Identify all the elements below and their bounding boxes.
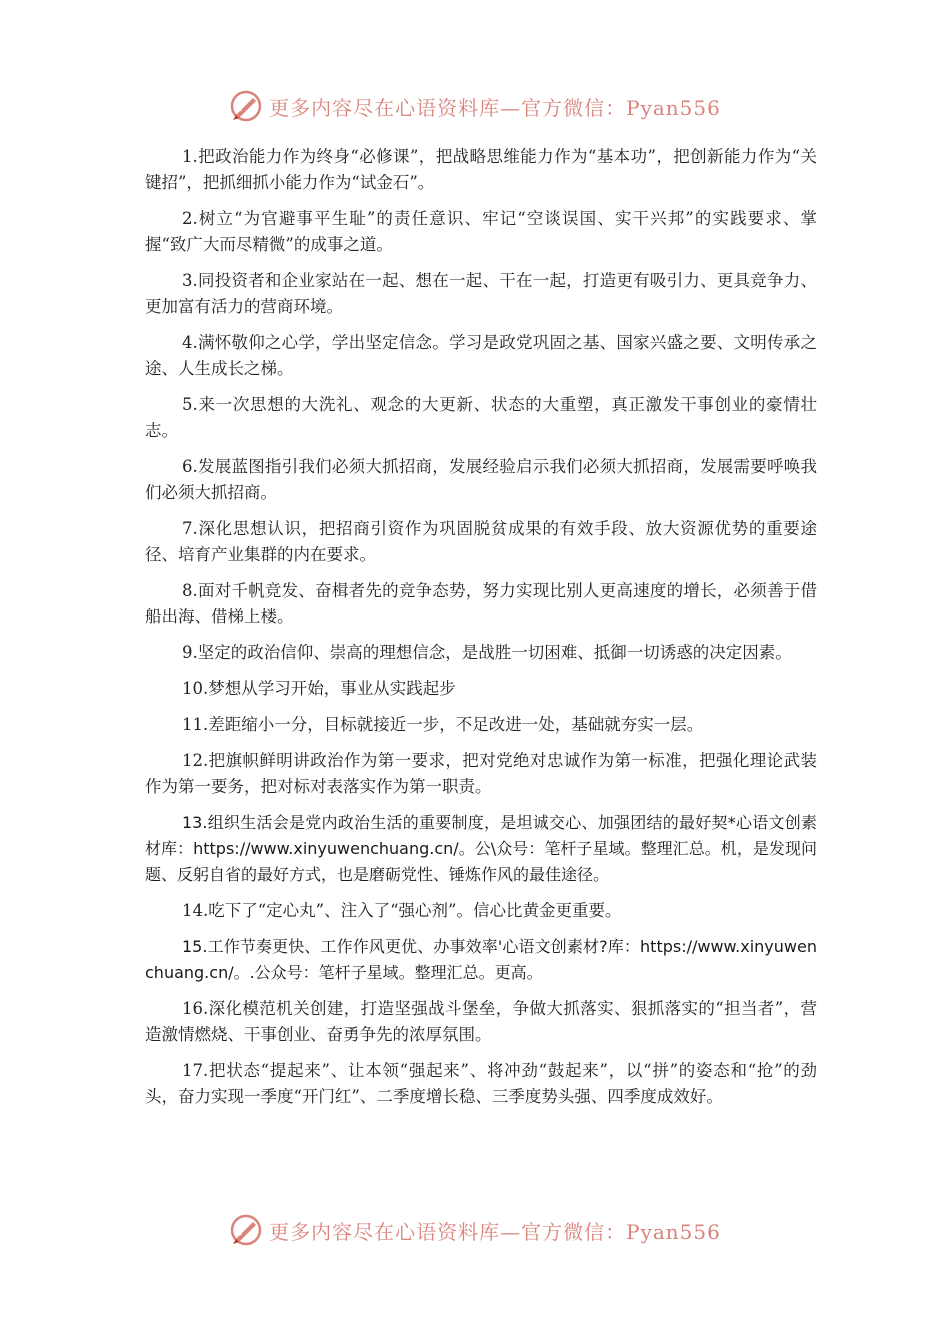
paragraph-4: 4.满怀敬仰之心学，学出坚定信念。学习是政党巩固之基、国家兴盛之要、文明传承之途、人生成长之梯。 [145, 333, 817, 378]
paragraph-1: 1.把政治能力作为终身“必修课”，把战略思维能力作为“基本功”，把创新能力作为“关键招”，把抓细抓小能力作为“试金石”。 [145, 147, 817, 192]
paragraph-9: 9.坚定的政治信仰、崇高的理想信念，是战胜一切困难、抵御一切诱惑的决定因素。 [182, 643, 792, 662]
paragraph-14: 14.吃下了“定心丸”、注入了“强心剂”。信心比黄金更重要。 [182, 901, 622, 920]
banner-text: 更多内容尽在心语资料库—官方微信：Pyan556 [269, 1219, 721, 1244]
paragraph-15: 15.工作节奏更快、工作作风更优、办事效率'心语文创素材?库：https://www.xinyuwenchuang.cn/。.公众号：笔杆子星域。整理汇总。更高。 [145, 937, 817, 982]
pen-logo-icon [229, 89, 263, 123]
paragraph-16: 16.深化模范机关创建，打造坚强战斗堡垒，争做大抓落实、狠抓落实的“担当者”，营造激情燃烧、干事创业、奋勇争先的浓厚氛围。 [145, 999, 817, 1044]
paragraph-17: 17.把状态“提起来”、让本领“强起来”、将冲劲“鼓起来”，以“拼”的姿态和“抢”的劲头，奋力实现一季度“开门红”、二季度增长稳、三季度势头强、四季度成效好。 [145, 1061, 817, 1106]
header-banner [0, 86, 950, 126]
paragraph-6: 6.发展蓝图指引我们必须大抓招商，发展经验启示我们必须大抓招商，发展需要呼唤我们必须大抓招商。 [145, 457, 817, 502]
paragraph-13: 13.组织生活会是党内政治生活的重要制度，是坦诚交心、加强团结的最好契*心语文创素材库：https://www.xinyuwenchuang.cn/。公\众号：笔杆子星域。整理汇总。机，是发现问题、反躬自省的最好方式，也是磨砺党性、锤炼作风的最佳途径。 [145, 813, 817, 884]
footer-banner [0, 1210, 950, 1250]
paragraph-12: 12.把旗帜鲜明讲政治作为第一要求，把对党绝对忠诚作为第一标准，把强化理论武装作为第一要务，把对标对表落实作为第一职责。 [145, 751, 817, 796]
pen-logo-icon [229, 1213, 263, 1247]
document-body [145, 144, 817, 1120]
paragraph-7: 7.深化思想认识，把招商引资作为巩固脱贫成果的有效手段、放大资源优势的重要途径、培育产业集群的内在要求。 [145, 519, 817, 564]
paragraph-5: 5.来一次思想的大洗礼、观念的大更新、状态的大重塑，真正激发干事创业的豪情壮志。 [145, 395, 817, 440]
paragraph-11: 11.差距缩小一分，目标就接近一步，不足改进一处，基础就夯实一层。 [182, 715, 704, 734]
paragraph-2: 2.树立“为官避事平生耻”的责任意识、牢记“空谈误国、实干兴邦”的实践要求、掌握“致广大而尽精微”的成事之道。 [145, 209, 817, 254]
paragraph-8: 8.面对千帆竞发、奋楫者先的竞争态势，努力实现比别人更高速度的增长，必须善于借船出海、借梯上楼。 [145, 581, 817, 626]
paragraph-10: 10.梦想从学习开始，事业从实践起步 [182, 679, 456, 698]
banner-text: 更多内容尽在心语资料库—官方微信：Pyan556 [269, 95, 721, 120]
paragraph-3: 3.同投资者和企业家站在一起、想在一起、干在一起，打造更有吸引力、更具竞争力、更加富有活力的营商环境。 [145, 271, 817, 316]
